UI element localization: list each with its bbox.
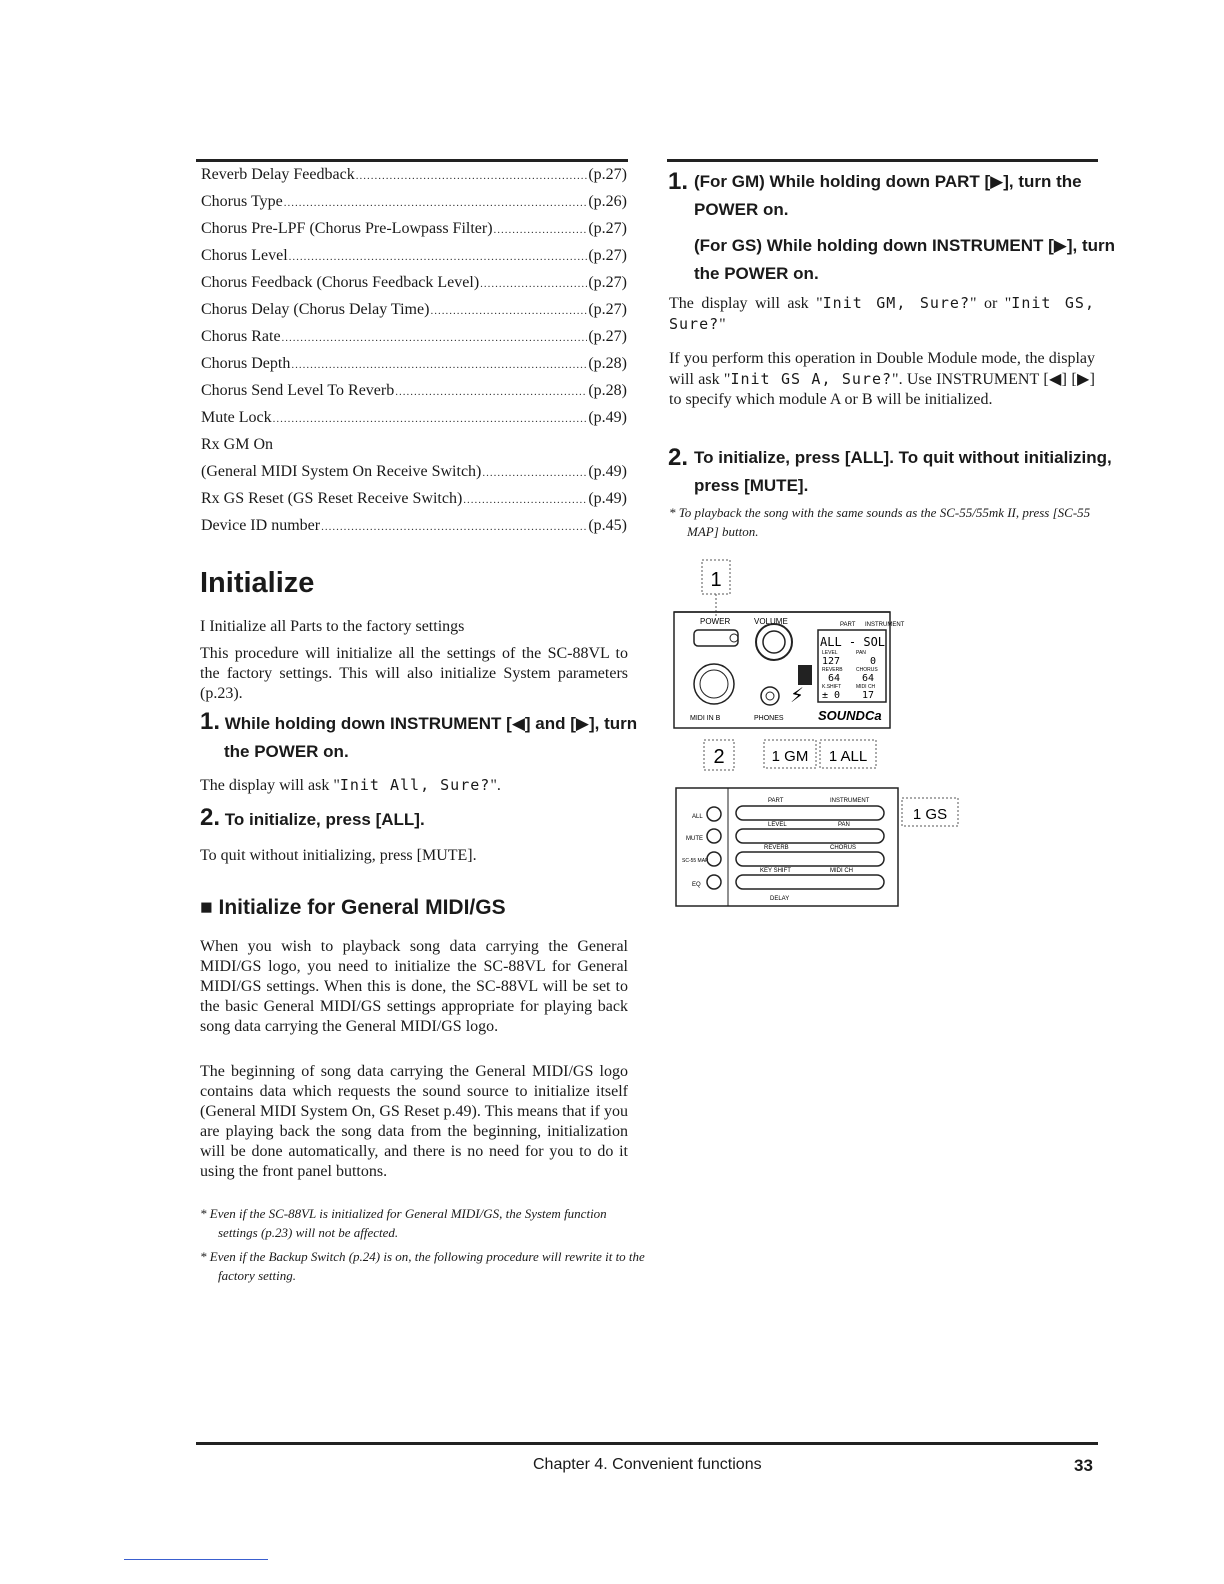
svg-text:EQ: EQ [692, 882, 701, 888]
gmgs-heading: ■ Initialize for General MIDI/GS [200, 896, 506, 919]
svg-text:K.SHIFT: K.SHIFT [822, 684, 842, 690]
toc-row [201, 436, 627, 463]
svg-text:CHORUS: CHORUS [856, 667, 878, 673]
toc-leader-dots [494, 224, 588, 236]
reverb-chorus-buttons[interactable] [736, 852, 884, 866]
initialize-heading: Initialize [200, 567, 315, 599]
initialize-quit-text: To quit without initializing, press [MUTE]. [200, 847, 477, 864]
toc-row [201, 220, 627, 247]
toc-leader-dots [273, 413, 588, 425]
callout-2 [704, 740, 734, 770]
toc-label: Mute Lock [201, 409, 272, 426]
bottom-panel [676, 788, 898, 906]
svg-text:CHORUS: CHORUS [830, 845, 857, 851]
toc-label: Chorus Send Level To Reverb [201, 382, 395, 399]
toc-row [201, 328, 627, 355]
top-rule-right [667, 159, 1098, 162]
svg-text:1 GM: 1 GM [771, 748, 809, 765]
svg-text:2: 2 [713, 746, 725, 768]
toc-page-ref: (p.27) [588, 220, 627, 237]
toc-label: Chorus Level [201, 247, 288, 264]
step-text: While holding down INSTRUMENT [◀] and [▶], turn the POWER on. [224, 714, 638, 761]
top-panel [674, 612, 905, 728]
initialize-step-1 [200, 708, 664, 766]
right-double-module: If you perform this operation in Double Module mode, the display will ask "Init GS A, Sure?". Use INSTRUMENT [◀] [▶] to specify which module A or B will be initialized. [669, 350, 1096, 408]
svg-text:1 GS: 1 GS [912, 806, 948, 823]
parameter-list [201, 166, 627, 544]
svg-text:64: 64 [828, 673, 841, 684]
lcd-text: Init GS, Sure? [669, 294, 1095, 333]
toc-page-ref: (p.27) [588, 166, 627, 183]
sc55-map-button[interactable] [707, 852, 721, 866]
toc-label: Chorus Delay (Chorus Delay Time) [201, 301, 430, 318]
toc-label: Chorus Type [201, 193, 283, 210]
toc-row [201, 490, 627, 517]
svg-text:REVERB: REVERB [822, 667, 843, 673]
toc-page-ref: (p.28) [588, 355, 627, 372]
step-text: To initialize, press [ALL]. To quit without initializing, press [MUTE]. [694, 448, 1112, 495]
toc-page-ref: (p.27) [588, 301, 627, 318]
step-text-gm: (For GM) While holding down PART [▶], turn the POWER on. [694, 172, 1082, 219]
toc-leader-dots [480, 278, 587, 290]
toc-row [201, 247, 627, 274]
gmgs-paragraph-2: The beginning of song data carrying the General MIDI/GS logo contains data which requests the sound source to initialize itself (General MIDI System On, GS Reset p.49). This means that if you are playing back the song data from the beginning, initialization will be done automatically, and there is no need for you to do it using the front panel buttons. [200, 1063, 628, 1180]
toc-label: Chorus Pre-LPF (Chorus Pre-Lowpass Filter) [201, 220, 493, 237]
gmgs-note-1: * Even if the SC-88VL is initialized for General MIDI/GS, the System function settings (p.23) will not be affected. [200, 1206, 607, 1240]
toc-row [201, 517, 627, 544]
gs-logo-icon: ⚡ [790, 685, 805, 707]
svg-text:PHONES: PHONES [754, 715, 784, 722]
svg-text:ALL - SOL: ALL - SOL [820, 635, 886, 649]
toc-label: Chorus Depth [201, 355, 291, 372]
svg-text:PAN: PAN [856, 650, 866, 656]
all-button[interactable] [707, 807, 721, 821]
svg-text:MIDI IN B: MIDI IN B [690, 715, 721, 722]
toc-page-ref: (p.45) [588, 517, 627, 534]
right-display-ask: The display will ask "Init GM, Sure?" or "Init GS, Sure?" [669, 294, 1095, 333]
svg-text:PAN: PAN [838, 822, 850, 828]
toc-page-ref: (p.27) [588, 328, 627, 345]
svg-text:KEY SHIFT: KEY SHIFT [760, 868, 791, 874]
toc-page-ref: (p.26) [588, 193, 627, 210]
step-number: 2. [200, 804, 221, 831]
part-instrument-buttons[interactable] [736, 806, 884, 820]
svg-text:± 0: ± 0 [822, 690, 841, 701]
link-underline [124, 1559, 268, 1560]
toc-leader-dots [321, 521, 587, 533]
svg-text:17: 17 [862, 690, 875, 701]
toc-label: Rx GM On [201, 436, 274, 453]
toc-leader-dots [284, 197, 588, 209]
svg-text:VOLUME: VOLUME [754, 617, 788, 626]
top-rule-left [196, 159, 628, 162]
initialize-intro-2: This procedure will initialize all the settings of the SC-88VL to the factory settings. This will also initialize System parameters (p.23). [200, 645, 628, 702]
toc-row [201, 355, 627, 382]
toc-leader-dots [430, 305, 587, 317]
gmgs-paragraph-1: When you wish to playback song data carrying the General MIDI/GS logo, you need to initialize the SC-88VL for General MIDI/GS settings. When this is done, the SC-88VL will be set to the basic General MIDI/GS settings appropriate for playing back song data carrying the General MIDI/GS logo. [200, 938, 628, 1035]
svg-text:DELAY: DELAY [770, 896, 790, 902]
svg-text:REVERB: REVERB [764, 845, 789, 851]
toc-leader-dots [289, 251, 588, 263]
lcd-text: Init GM, Sure? [822, 294, 970, 312]
toc-leader-dots [356, 170, 588, 182]
right-note: * To playback the song with the same sounds as the SC-55/55mk II, press [SC-55 MAP] button. [669, 505, 1091, 539]
gmgs-note-2: * Even if the Backup Switch (p.24) is on, the following procedure will rewrite it to the factory setting. [200, 1249, 645, 1283]
lcd-text: Init GS A, Sure? [730, 370, 893, 388]
svg-text:MUTE: MUTE [686, 836, 703, 842]
initialize-display-ask: The display will ask "Init All, Sure?". [200, 776, 501, 794]
step-number: 2. [668, 444, 689, 471]
toc-row [201, 382, 627, 409]
svg-text:SOUNDCa: SOUNDCa [818, 708, 882, 723]
svg-text:0: 0 [870, 656, 877, 667]
front-panel-diagram [670, 550, 1110, 920]
step-text: To initialize, press [ALL]. [224, 810, 425, 829]
keyshift-midich-buttons[interactable] [736, 875, 884, 889]
right-step-2 [668, 444, 1126, 500]
toc-row [201, 166, 627, 193]
svg-text:SC-55 MAP: SC-55 MAP [682, 858, 709, 864]
toc-label: Device ID number [201, 517, 321, 534]
step-number: 1. [668, 168, 689, 195]
callout-1 [702, 560, 730, 616]
toc-label: Chorus Feedback (Chorus Feedback Level) [201, 274, 480, 291]
svg-text:INSTRUMENT: INSTRUMENT [830, 798, 870, 804]
mute-button[interactable] [707, 829, 721, 843]
toc-leader-dots [482, 467, 587, 479]
toc-leader-dots [282, 332, 588, 344]
svg-text:ALL: ALL [692, 814, 703, 820]
toc-page-ref: (p.49) [588, 409, 627, 426]
svg-text:127: 127 [822, 656, 841, 667]
initialize-step-2 [200, 804, 640, 834]
toc-leader-dots [395, 386, 587, 398]
svg-text:PART: PART [768, 798, 784, 804]
toc-page-ref: (p.49) [588, 490, 627, 507]
callout-all [820, 740, 876, 768]
volume-knob[interactable] [756, 624, 792, 660]
toc-page-ref: (p.49) [588, 463, 627, 480]
toc-row [201, 463, 627, 490]
step-text-gs: (For GS) While holding down INSTRUMENT [▶], turn the POWER on. [694, 236, 1116, 283]
toc-label: Reverb Delay Feedback [201, 166, 355, 183]
toc-row [201, 301, 627, 328]
svg-text:PART: PART [840, 622, 856, 628]
general-midi-logo [798, 665, 812, 685]
svg-text:LEVEL: LEVEL [822, 650, 838, 656]
callout-gs [902, 798, 958, 826]
toc-row [201, 274, 627, 301]
svg-text:64: 64 [862, 673, 875, 684]
toc-leader-dots [291, 359, 587, 371]
callout-gm [764, 740, 816, 768]
eq-button[interactable] [707, 875, 721, 889]
bottom-rule [196, 1442, 1098, 1445]
toc-label: (General MIDI System On Receive Switch) [201, 463, 482, 480]
toc-leader-dots [463, 494, 587, 506]
toc-page-ref: (p.27) [588, 247, 627, 264]
toc-page-ref: (p.27) [588, 274, 627, 291]
level-pan-buttons[interactable] [736, 829, 884, 843]
svg-text:MIDI CH: MIDI CH [830, 868, 853, 874]
toc-row [201, 409, 627, 436]
toc-page-ref: (p.28) [588, 382, 627, 399]
svg-text:INSTRUMENT: INSTRUMENT [865, 622, 905, 628]
footer-chapter: Chapter 4. Convenient functions [533, 1456, 762, 1473]
svg-text:LEVEL: LEVEL [768, 822, 787, 828]
lcd-text: Init All, Sure? [339, 776, 491, 794]
initialize-intro-1: I Initialize all Parts to the factory settings [200, 618, 465, 635]
right-step-1 [668, 168, 1126, 288]
power-switch[interactable] [694, 630, 738, 646]
phones-jack [761, 687, 779, 705]
svg-text:POWER: POWER [700, 617, 731, 626]
svg-text:1: 1 [710, 569, 722, 591]
toc-label: Chorus Rate [201, 328, 281, 345]
svg-text:MIDI CH: MIDI CH [856, 684, 876, 690]
svg-text:1 ALL: 1 ALL [828, 748, 868, 765]
toc-label: Rx GS Reset (GS Reset Receive Switch) [201, 490, 463, 507]
step-number: 1. [200, 708, 221, 735]
toc-row [201, 193, 627, 220]
footer-page-number: 33 [1074, 1456, 1093, 1475]
